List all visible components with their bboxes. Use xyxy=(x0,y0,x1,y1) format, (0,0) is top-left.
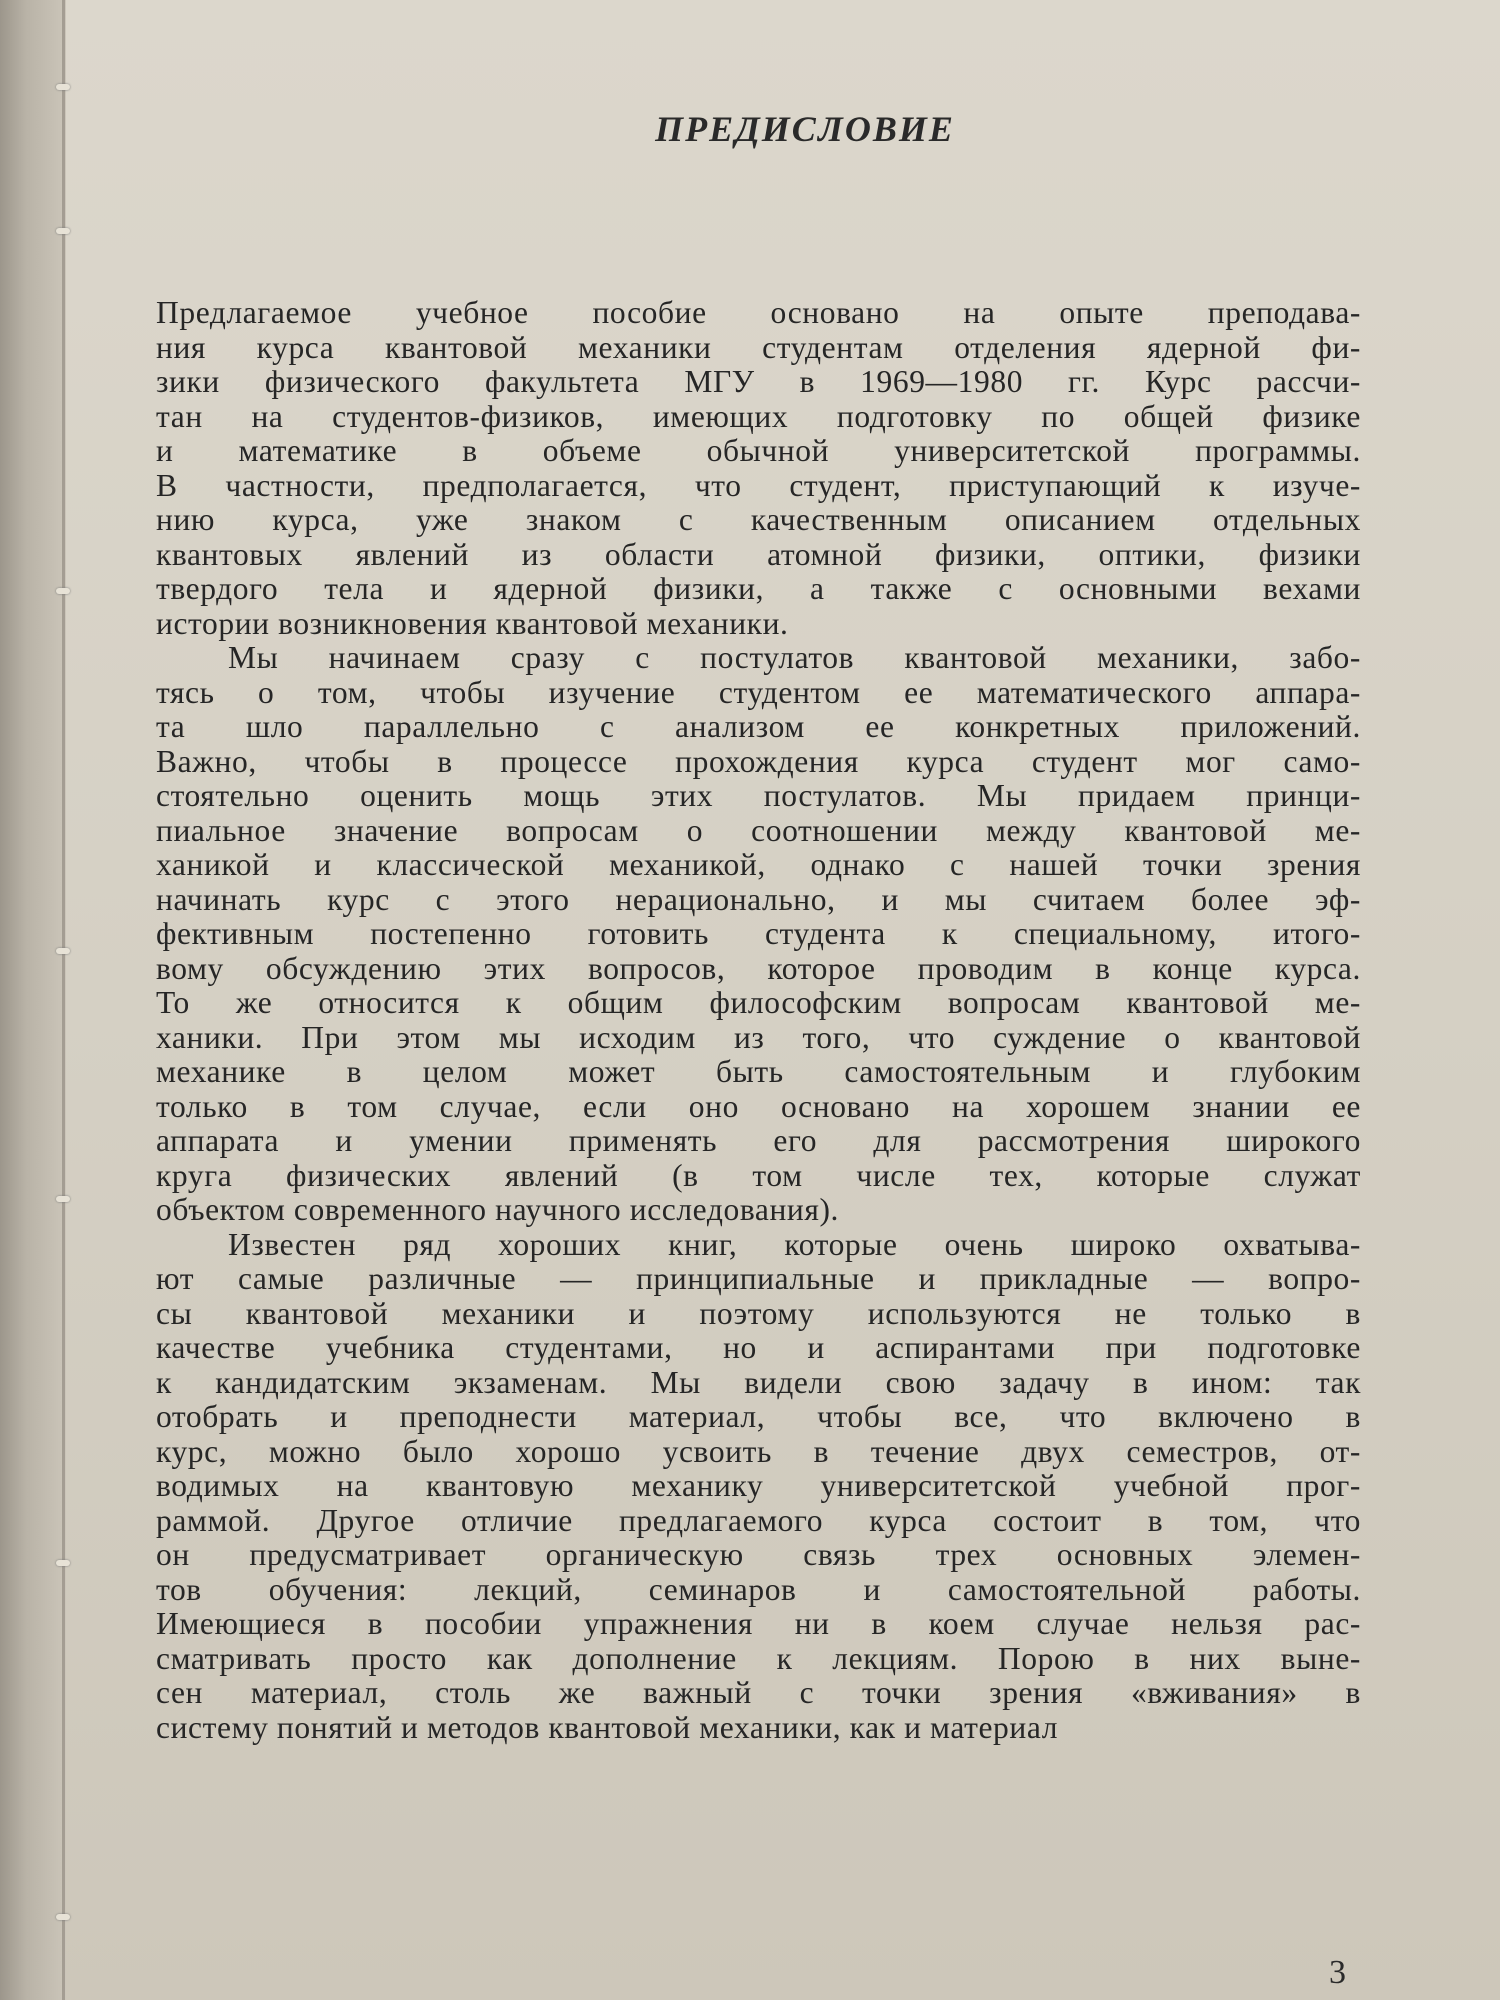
text-line: фективным постепенно готовить студента к специальному, итого- xyxy=(156,916,1361,951)
text-line: тясь о том, чтобы изучение студентом ее математического аппара- xyxy=(156,674,1361,710)
text-line: Имеющиеся в пособии упражнения ни в коем случае нельзя рас- xyxy=(156,1606,1361,1641)
text-line: тан на студентов-физиков, имеющих подготовку по общей физике xyxy=(156,398,1361,434)
text-line: нию курса, уже знаком с качественным описанием отдельных xyxy=(156,502,1361,537)
binding-stitch xyxy=(56,1560,70,1566)
paragraph-2 xyxy=(156,641,1361,1228)
binding-stitch xyxy=(56,1914,70,1920)
page-edge xyxy=(62,0,65,2000)
text-line: Важно, чтобы в процессе прохождения курса студент мог само- xyxy=(156,743,1361,779)
text-line: сматривать просто как дополнение к лекциям. Порою в них выне- xyxy=(156,1640,1361,1676)
text-line: объектом современного научного исследования). xyxy=(156,1192,840,1227)
text-line: истории возникновения квантовой механики. xyxy=(156,605,789,641)
text-line: вому обсуждению этих вопросов, которое проводим в конце курса. xyxy=(156,950,1361,986)
page-title: ПРЕДИСЛОВИЕ xyxy=(655,109,955,149)
text-line: систему понятий и методов квантовой механики, как и материал xyxy=(156,1709,1059,1745)
text-line: ханикой и классической механикой, однако с нашей точки зрения xyxy=(156,847,1361,882)
text-line: отобрать и преподнести материал, чтобы все, что включено в xyxy=(156,1399,1361,1434)
text-line: ют самые различные — принципиальные и прикладные — вопро- xyxy=(156,1261,1361,1296)
text-line: То же относится к общим философским вопросам квантовой ме- xyxy=(156,985,1361,1020)
text-line: Известен ряд хороших книг, которые очень широко охватыва- xyxy=(228,1226,1361,1262)
text-line: стоятельно оценить мощь этих постулатов. Мы придаем принци- xyxy=(156,778,1361,813)
binding-stitch xyxy=(56,228,70,234)
text-line: В частности, предполагается, что студент, приступающий к изуче- xyxy=(156,467,1361,503)
text-line: курс, можно было хорошо усвоить в течение двух семестров, от- xyxy=(156,1433,1361,1469)
text-line: сен материал, столь же важный с точки зрения «вживания» в xyxy=(156,1675,1361,1710)
text-line: механике в целом может быть самостоятельным и глубоким xyxy=(156,1054,1361,1089)
text-line: та шло параллельно с анализом ее конкретных приложений. xyxy=(156,709,1361,744)
text-line: зики физического факультета МГУ в 1969—1980 гг. Курс рассчи- xyxy=(156,364,1361,399)
paragraph-3 xyxy=(156,1228,1361,1746)
text-line: твердого тела и ядерной физики, а также с основными вехами xyxy=(156,571,1361,606)
text-line: к кандидатским экзаменам. Мы видели свою задачу в ином: так xyxy=(156,1364,1361,1400)
page-number: 3 xyxy=(1329,1954,1346,1991)
text-line: аппарата и умении применять его для рассмотрения широкого xyxy=(156,1123,1361,1158)
text-line: квантовых явлений из области атомной физики, оптики, физики xyxy=(156,536,1361,572)
text-line: раммой. Другое отличие предлагаемого курса состоит в том, что xyxy=(156,1502,1361,1538)
text-line: только в том случае, если оно основано на хорошем знании ее xyxy=(156,1088,1361,1124)
text-line: он предусматривает органическую связь трех основных элемен- xyxy=(156,1537,1361,1572)
text-line: водимых на квантовую механику университетской учебной прог- xyxy=(156,1468,1361,1503)
text-line: Предлагаемое учебное пособие основано на опыте преподава- xyxy=(156,295,1361,330)
binding-stitch xyxy=(56,588,70,594)
text-line: пиальное значение вопросам о соотношении между квантовой ме- xyxy=(156,812,1361,848)
binding-stitch xyxy=(56,948,70,954)
binding-stitch xyxy=(56,1196,70,1202)
body-text xyxy=(156,296,1361,1745)
text-line: начинать курс с этого нерационально, и мы считаем более эф- xyxy=(156,881,1361,917)
text-line: качестве учебника студентами, но и аспирантами при подготовке xyxy=(156,1330,1361,1365)
binding-gutter xyxy=(0,0,66,2000)
text-line: Мы начинаем сразу с постулатов квантовой механики, забо- xyxy=(228,640,1361,675)
text-line: тов обучения: лекций, семинаров и самостоятельной работы. xyxy=(156,1571,1361,1607)
paragraph-1 xyxy=(156,296,1361,641)
text-line: ния курса квантовой механики студентам отделения ядерной фи- xyxy=(156,329,1361,365)
text-line: круга физических явлений (в том числе тех, которые служат xyxy=(156,1157,1361,1193)
binding-stitch xyxy=(56,84,70,90)
text-line: сы квантовой механики и поэтому используются не только в xyxy=(156,1295,1361,1331)
text-line: и математике в объеме обычной университетской программы. xyxy=(156,433,1361,468)
text-line: ханики. При этом мы исходим из того, что суждение о квантовой xyxy=(156,1019,1361,1055)
